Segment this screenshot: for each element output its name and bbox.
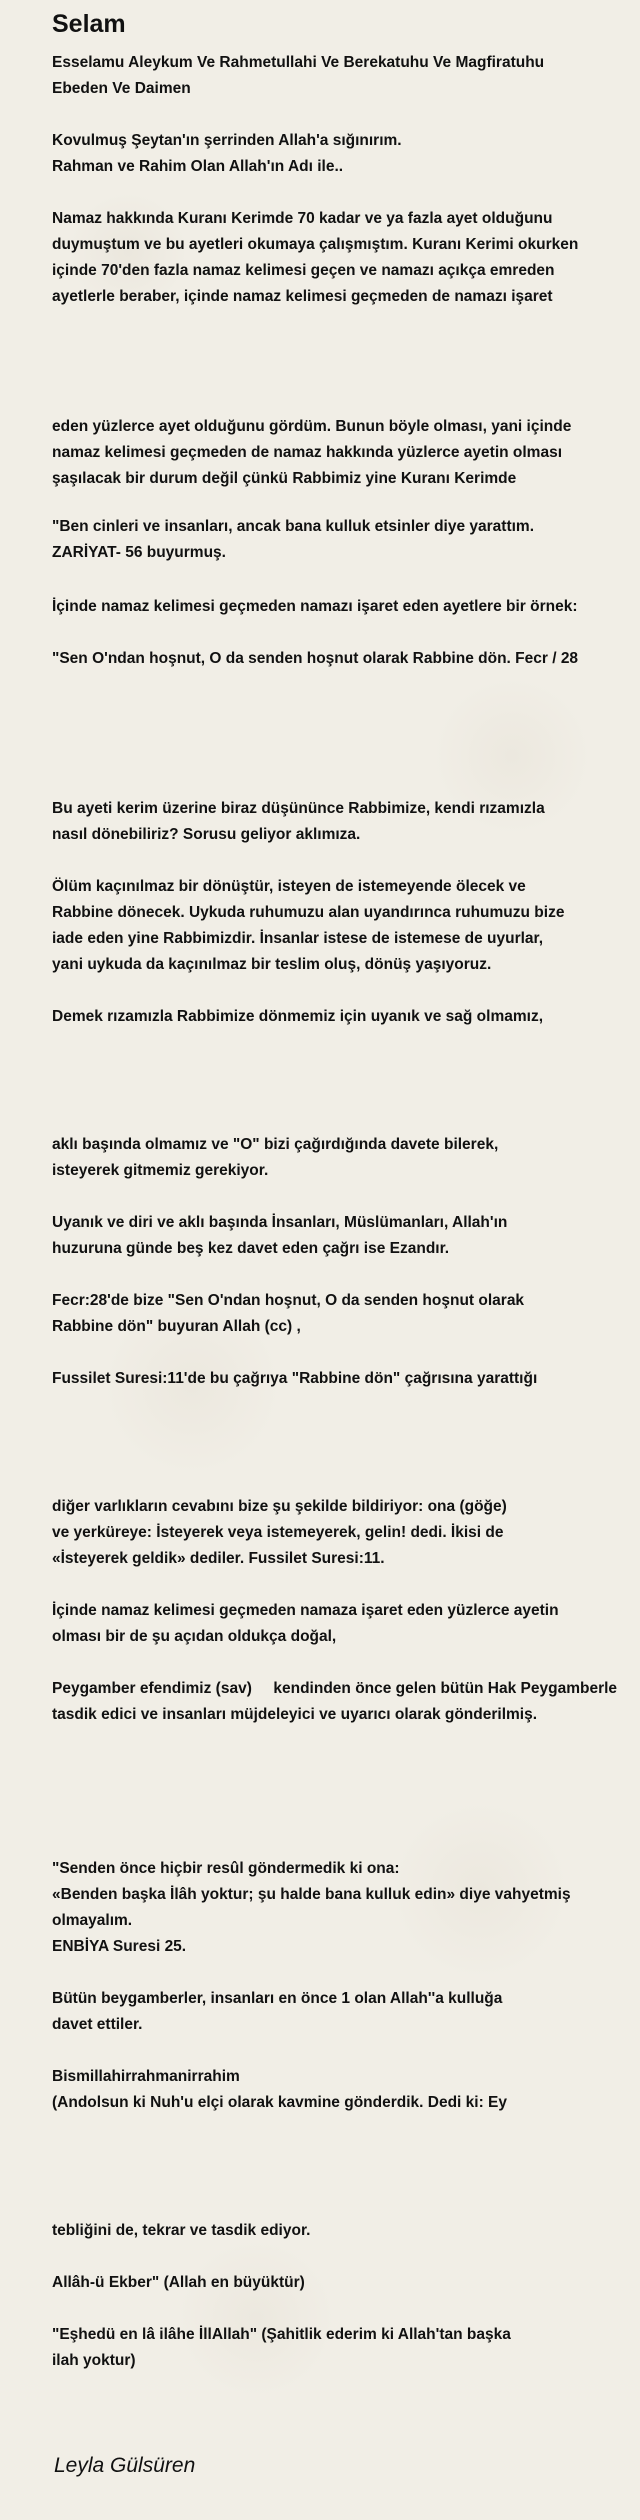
paragraph-8: Ölüm kaçınılmaz bir dönüştür, isteyen de istemeyende ölecek ve Rabbine dönecek. Uykuda ruhumuzu alan uyandırınca ruhumuzu bize iade eden yine Rabbimizdir. İnsanlar istese de istemese de uyurlar, yani uykuda da kaçınılmaz bir teslim oluş, dönüş yaşıyoruz. xyxy=(52,878,565,973)
paragraph-1: Kovulmuş Şeytan'ın şerrinden Allah'a sığınırım. Rahman ve Rahim Olan Allah'ın Adı ile.. xyxy=(52,132,402,175)
paragraph-10: aklı başında olmamız ve "O" bizi çağırdığında davete bilerek, isteyerek gitmemiz gerekiyor. xyxy=(52,1136,499,1179)
paragraph-12: Fecr:28'de bize "Sen O'ndan hoşnut, O da senden hoşnut olarak Rabbine dön" buyuran Allah (cc) , xyxy=(52,1292,525,1335)
paragraph-17: "Senden önce hiçbir resûl göndermedik ki ona: «Benden başka İlâh yoktur; şu halde bana kulluk edin» diye vahyetmiş olmayalım. ENBİYA Suresi 25. xyxy=(52,1860,571,1955)
paragraph-9: Demek rızamızla Rabbimize dönmemiz için uyanık ve sağ olmamız, xyxy=(52,1008,543,1025)
paragraph-21: Allâh-ü Ekber" (Allah en büyüktür) xyxy=(52,2274,305,2291)
author-signature: Leyla Gülsüren xyxy=(54,2454,196,2477)
paragraph-2: Namaz hakkında Kuranı Kerimde 70 kadar ve ya fazla ayet olduğunu duymuştum ve bu ayetleri okumaya çalışmıştım. Kuranı Kerimi okurken içinde 70'den fazla namaz kelimesi geçen ve namazı açıkça emreden ayetlerle beraber, içinde namaz kelimesi geçmeden de namazı işaret xyxy=(52,210,579,305)
paragraph-18: Bütün beygamberler, insanları en önce 1 olan Allah''a kulluğa davet ettiler. xyxy=(52,1990,503,2033)
paragraph-20: tebliğini de, tekrar ve tasdik ediyor. xyxy=(52,2222,311,2239)
paragraph-4: "Ben cinleri ve insanları, ancak bana kulluk etsinler diye yarattım. ZARİYAT- 56 buyurmuş. xyxy=(52,518,535,561)
paragraph-15: İçinde namaz kelimesi geçmeden namaza işaret eden yüzlerce ayetin olması bir de şu açıdan oldukça doğal, xyxy=(52,1602,559,1645)
greeting-paragraph: Esselamu Aleykum Ve Rahmetullahi Ve Berekatuhu Ve Magfiratuhu Ebeden Ve Daimen xyxy=(52,54,545,97)
paragraph-3: eden yüzlerce ayet olduğunu gördüm. Bunun böyle olması, yani içinde namaz kelimesi geçmeden de namaz hakkında yüzlerce ayetin olması şaşılacak bir durum değil çünkü Rabbimiz yine Kuranı Kerimde xyxy=(52,418,572,487)
paragraph-16: Peygamber efendimiz (sav) kendinden önce gelen bütün Hak Peygamberle tasdik edici ve insanları müjdeleyici ve uyarıcı olarak gönderilmiş. xyxy=(52,1680,618,1723)
paragraph-19: Bismillahirrahmanirrahim (Andolsun ki Nuh'u elçi olarak kavmine gönderdik. Dedi ki: Ey xyxy=(52,2068,508,2111)
poem-title: Selam xyxy=(52,10,126,38)
paragraph-22: "Eşhedü en lâ ilâhe İllAllah" (Şahitlik ederim ki Allah'tan başka ilah yoktur) xyxy=(52,2326,511,2369)
paragraph-7: Bu ayeti kerim üzerine biraz düşününce Rabbimize, kendi rızamızla nasıl dönebiliriz? Sorusu geliyor aklımıza. xyxy=(52,800,545,843)
paragraph-14: diğer varlıkların cevabını bize şu şekilde bildiriyor: ona (göğe) ve yerküreye: İsteyerek veya istemeyerek, gelin! dedi. İkisi de «İsteyerek geldik» dediler. Fussilet Suresi:11. xyxy=(52,1498,507,1567)
paragraph-5: İçinde namaz kelimesi geçmeden namazı işaret eden ayetlere bir örnek: xyxy=(52,598,578,615)
paragraph-11: Uyanık ve diri ve aklı başında İnsanları, Müslümanları, Allah'ın huzuruna günde beş kez davet eden çağrı ise Ezandır. xyxy=(52,1214,508,1257)
paragraph-6: "Sen O'ndan hoşnut, O da senden hoşnut olarak Rabbine dön. Fecr / 28 xyxy=(52,650,579,667)
paragraph-13: Fussilet Suresi:11'de bu çağrıya "Rabbine dön" çağrısına yarattığı xyxy=(52,1370,538,1387)
